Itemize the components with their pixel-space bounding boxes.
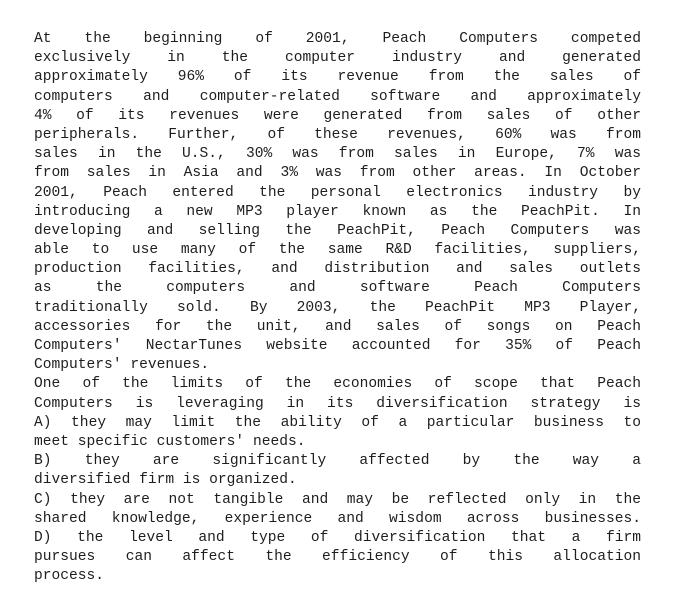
passage-line: accessories for the unit, and sales of songs on Peach <box>34 318 641 335</box>
passage <box>34 30 641 375</box>
answer-option-a <box>34 414 641 452</box>
passage-line: computers and computer-related software and approximately <box>34 88 641 105</box>
question-line: One of the limits of the economies of scope that Peach <box>34 376 641 393</box>
passage-line: developing and selling the PeachPit, Peach Computers was <box>34 222 641 239</box>
option-line: meet specific customers' needs. <box>34 433 306 450</box>
passage-line: traditionally sold. By 2003, the PeachPit MP3 Player, <box>34 299 641 316</box>
option-line: pursues can affect the efficiency of this allocation <box>34 549 641 566</box>
option-line: diversified firm is organized. <box>34 472 297 489</box>
passage-line: introducing a new MP3 player known as the PeachPit. In <box>34 203 641 220</box>
passage-line: Computers' revenues. <box>34 357 210 374</box>
document-text <box>34 30 641 586</box>
passage-line: 2001, Peach entered the personal electronics industry by <box>34 184 641 201</box>
passage-line: peripherals. Further, of these revenues, 60% was from <box>34 126 641 143</box>
passage-line: as the computers and software Peach Computers <box>34 280 641 297</box>
option-line: B) they are significantly affected by the way a <box>34 453 641 470</box>
option-line: C) they are not tangible and may be reflected only in the <box>34 491 641 508</box>
passage-line: At the beginning of 2001, Peach Computers competed <box>34 31 641 47</box>
passage-line: production facilities, and distribution and sales outlets <box>34 261 641 278</box>
passage-line: 4% of its revenues were generated from sales of other <box>34 107 641 124</box>
passage-line: sales in the U.S., 30% was from sales in Europe, 7% was <box>34 146 641 163</box>
passage-line: approximately 96% of its revenue from the sales of <box>34 69 641 86</box>
passage-line: Computers' NectarTunes website accounted for 35% of Peach <box>34 338 641 354</box>
passage-line: exclusively in the computer industry and generated <box>34 50 641 67</box>
answer-option-c <box>34 491 641 529</box>
answer-option-d <box>34 529 641 587</box>
question-line: Computers is leveraging in its diversification strategy is <box>34 395 641 412</box>
passage-line: able to use many of the same R&D facilities, suppliers, <box>34 242 641 259</box>
option-line: D) the level and type of diversification that a firm <box>34 529 641 546</box>
answer-option-b <box>34 452 641 490</box>
option-line: A) they may limit the ability of a particular business to <box>34 414 641 431</box>
passage-line: from sales in Asia and 3% was from other areas. In October <box>34 165 641 182</box>
option-line: shared knowledge, experience and wisdom across businesses. <box>34 510 641 527</box>
option-line: process. <box>34 568 105 585</box>
question-stem <box>34 375 641 413</box>
